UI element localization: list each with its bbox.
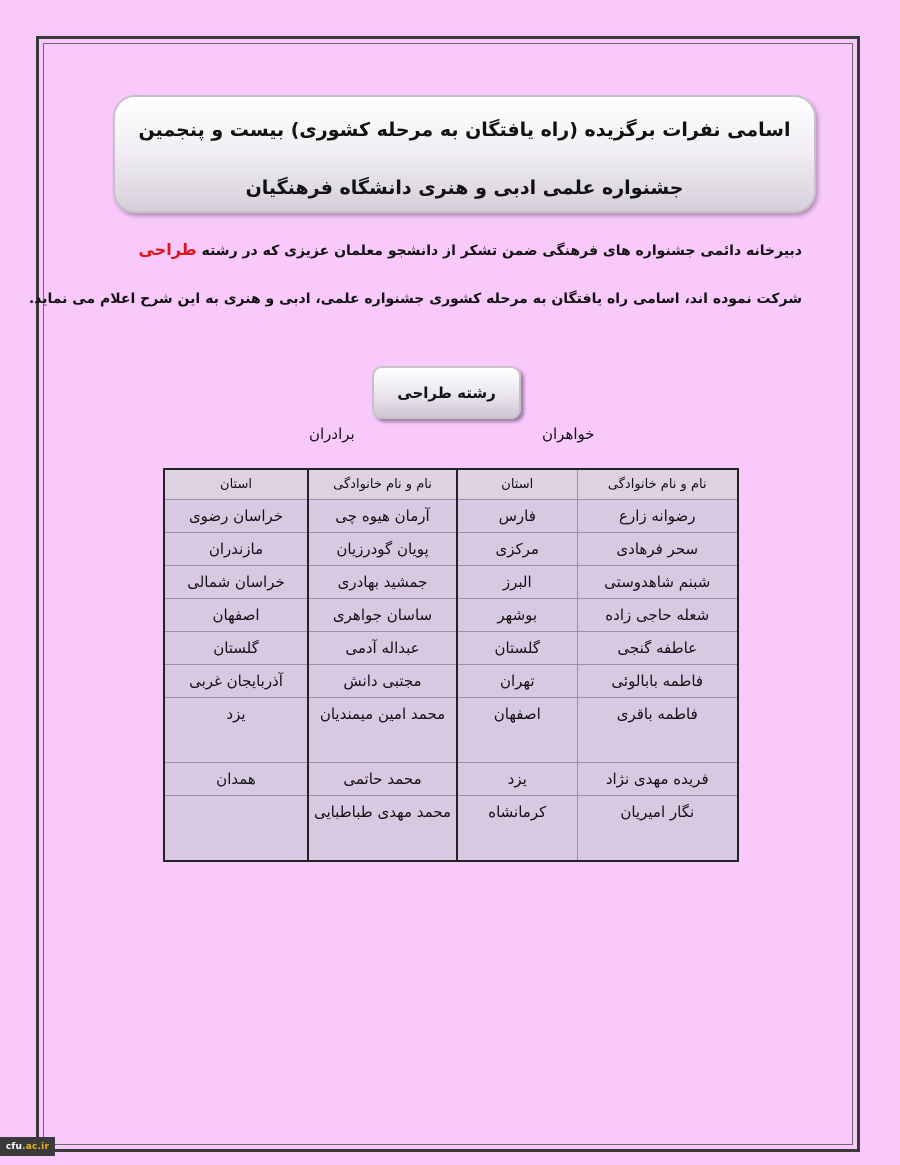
cell-brother-name: جمشید بهادری [308,566,457,599]
cell-sister-province: بوشهر [457,599,577,632]
group-label-brothers: برادران [309,425,355,443]
cfu-watermark-logo [0,1137,55,1156]
table-row [164,796,738,862]
cell-sister-province: مرکزی [457,533,577,566]
cell-sister-province: البرز [457,566,577,599]
group-label-sisters: خواهران [542,425,595,443]
cell-sister-province: کرمانشاه [457,796,577,862]
watermark-text-b: .ac.ir [22,1141,50,1152]
cell-brother-name: ساسان جواهری [308,599,457,632]
cell-sister-name: فاطمه باقری [577,698,738,763]
table-row [164,665,738,698]
cell-sister-name: رضوانه زارع [577,500,738,533]
cell-sister-province: اصفهان [457,698,577,763]
cell-brother-province: گلستان [164,632,308,665]
cell-brother-province: آذربایجان غربی [164,665,308,698]
header-sisters-province: استان [457,469,577,500]
results-table [163,468,739,862]
cell-brother-province: یزد [164,698,308,763]
header-brothers-name: نام و نام خانوادگی [308,469,457,500]
cell-sister-province: فارس [457,500,577,533]
table-row [164,533,738,566]
cell-sister-province: یزد [457,763,577,796]
cell-brother-province: همدان [164,763,308,796]
cell-sister-name: فاطمه بابالوئی [577,665,738,698]
table-row [164,500,738,533]
intro-line-1 [122,240,802,259]
cell-brother-province: خراسان شمالی [164,566,308,599]
field-badge: رشته طراحی [372,366,521,419]
cell-sister-name: فریده مهدی نژاد [577,763,738,796]
intro-line-2: شرکت نموده اند، اسامی راه یافتگان به مرحله کشوری جشنواره علمی، ادبی و هنری به این شرح اعلام می نماید. [28,291,802,307]
cell-brother-name: پویان گودرزیان [308,533,457,566]
watermark-text-a: cfu [5,1141,23,1152]
title-banner [113,95,816,213]
cell-brother-name: آرمان هیوه چی [308,500,457,533]
cell-brother-province [164,796,308,862]
title-line-1: اسامی نفرات برگزیده (راه یافتگان به مرحله کشوری) بیست و پنجمین [138,119,791,141]
cell-brother-name: محمد امین میمندیان [308,698,457,763]
table-row [164,566,738,599]
cell-brother-province: خراسان رضوی [164,500,308,533]
cell-sister-name: نگار امیریان [577,796,738,862]
cell-brother-province: مازندران [164,533,308,566]
cell-brother-province: اصفهان [164,599,308,632]
header-sisters-name: نام و نام خانوادگی [577,469,738,500]
cell-brother-name: مجتبی دانش [308,665,457,698]
cell-sister-name: سحر فرهادی [577,533,738,566]
cell-sister-name: عاطفه گنجی [577,632,738,665]
table-row [164,632,738,665]
cell-sister-province: تهران [457,665,577,698]
table-row [164,698,738,763]
table-row [164,763,738,796]
intro-line-1-text: دبیرخانه دائمی جشنواره های فرهنگی ضمن تشکر از دانشجو معلمان عزیزی که در رشته [196,243,802,259]
cell-sister-name: شبنم شاهدوستی [577,566,738,599]
cell-sister-province: گلستان [457,632,577,665]
field-highlight: طراحی [138,240,197,259]
cell-brother-name: عبداله آدمی [308,632,457,665]
cell-brother-name: محمد حاتمی [308,763,457,796]
cell-brother-name: محمد مهدی طباطبایی [308,796,457,862]
title-line-2: جشنواره علمی ادبی و هنری دانشگاه فرهنگیان [245,177,684,199]
table-header-row [164,469,738,500]
header-brothers-province: استان [164,469,308,500]
table-row [164,599,738,632]
cell-sister-name: شعله حاجی زاده [577,599,738,632]
